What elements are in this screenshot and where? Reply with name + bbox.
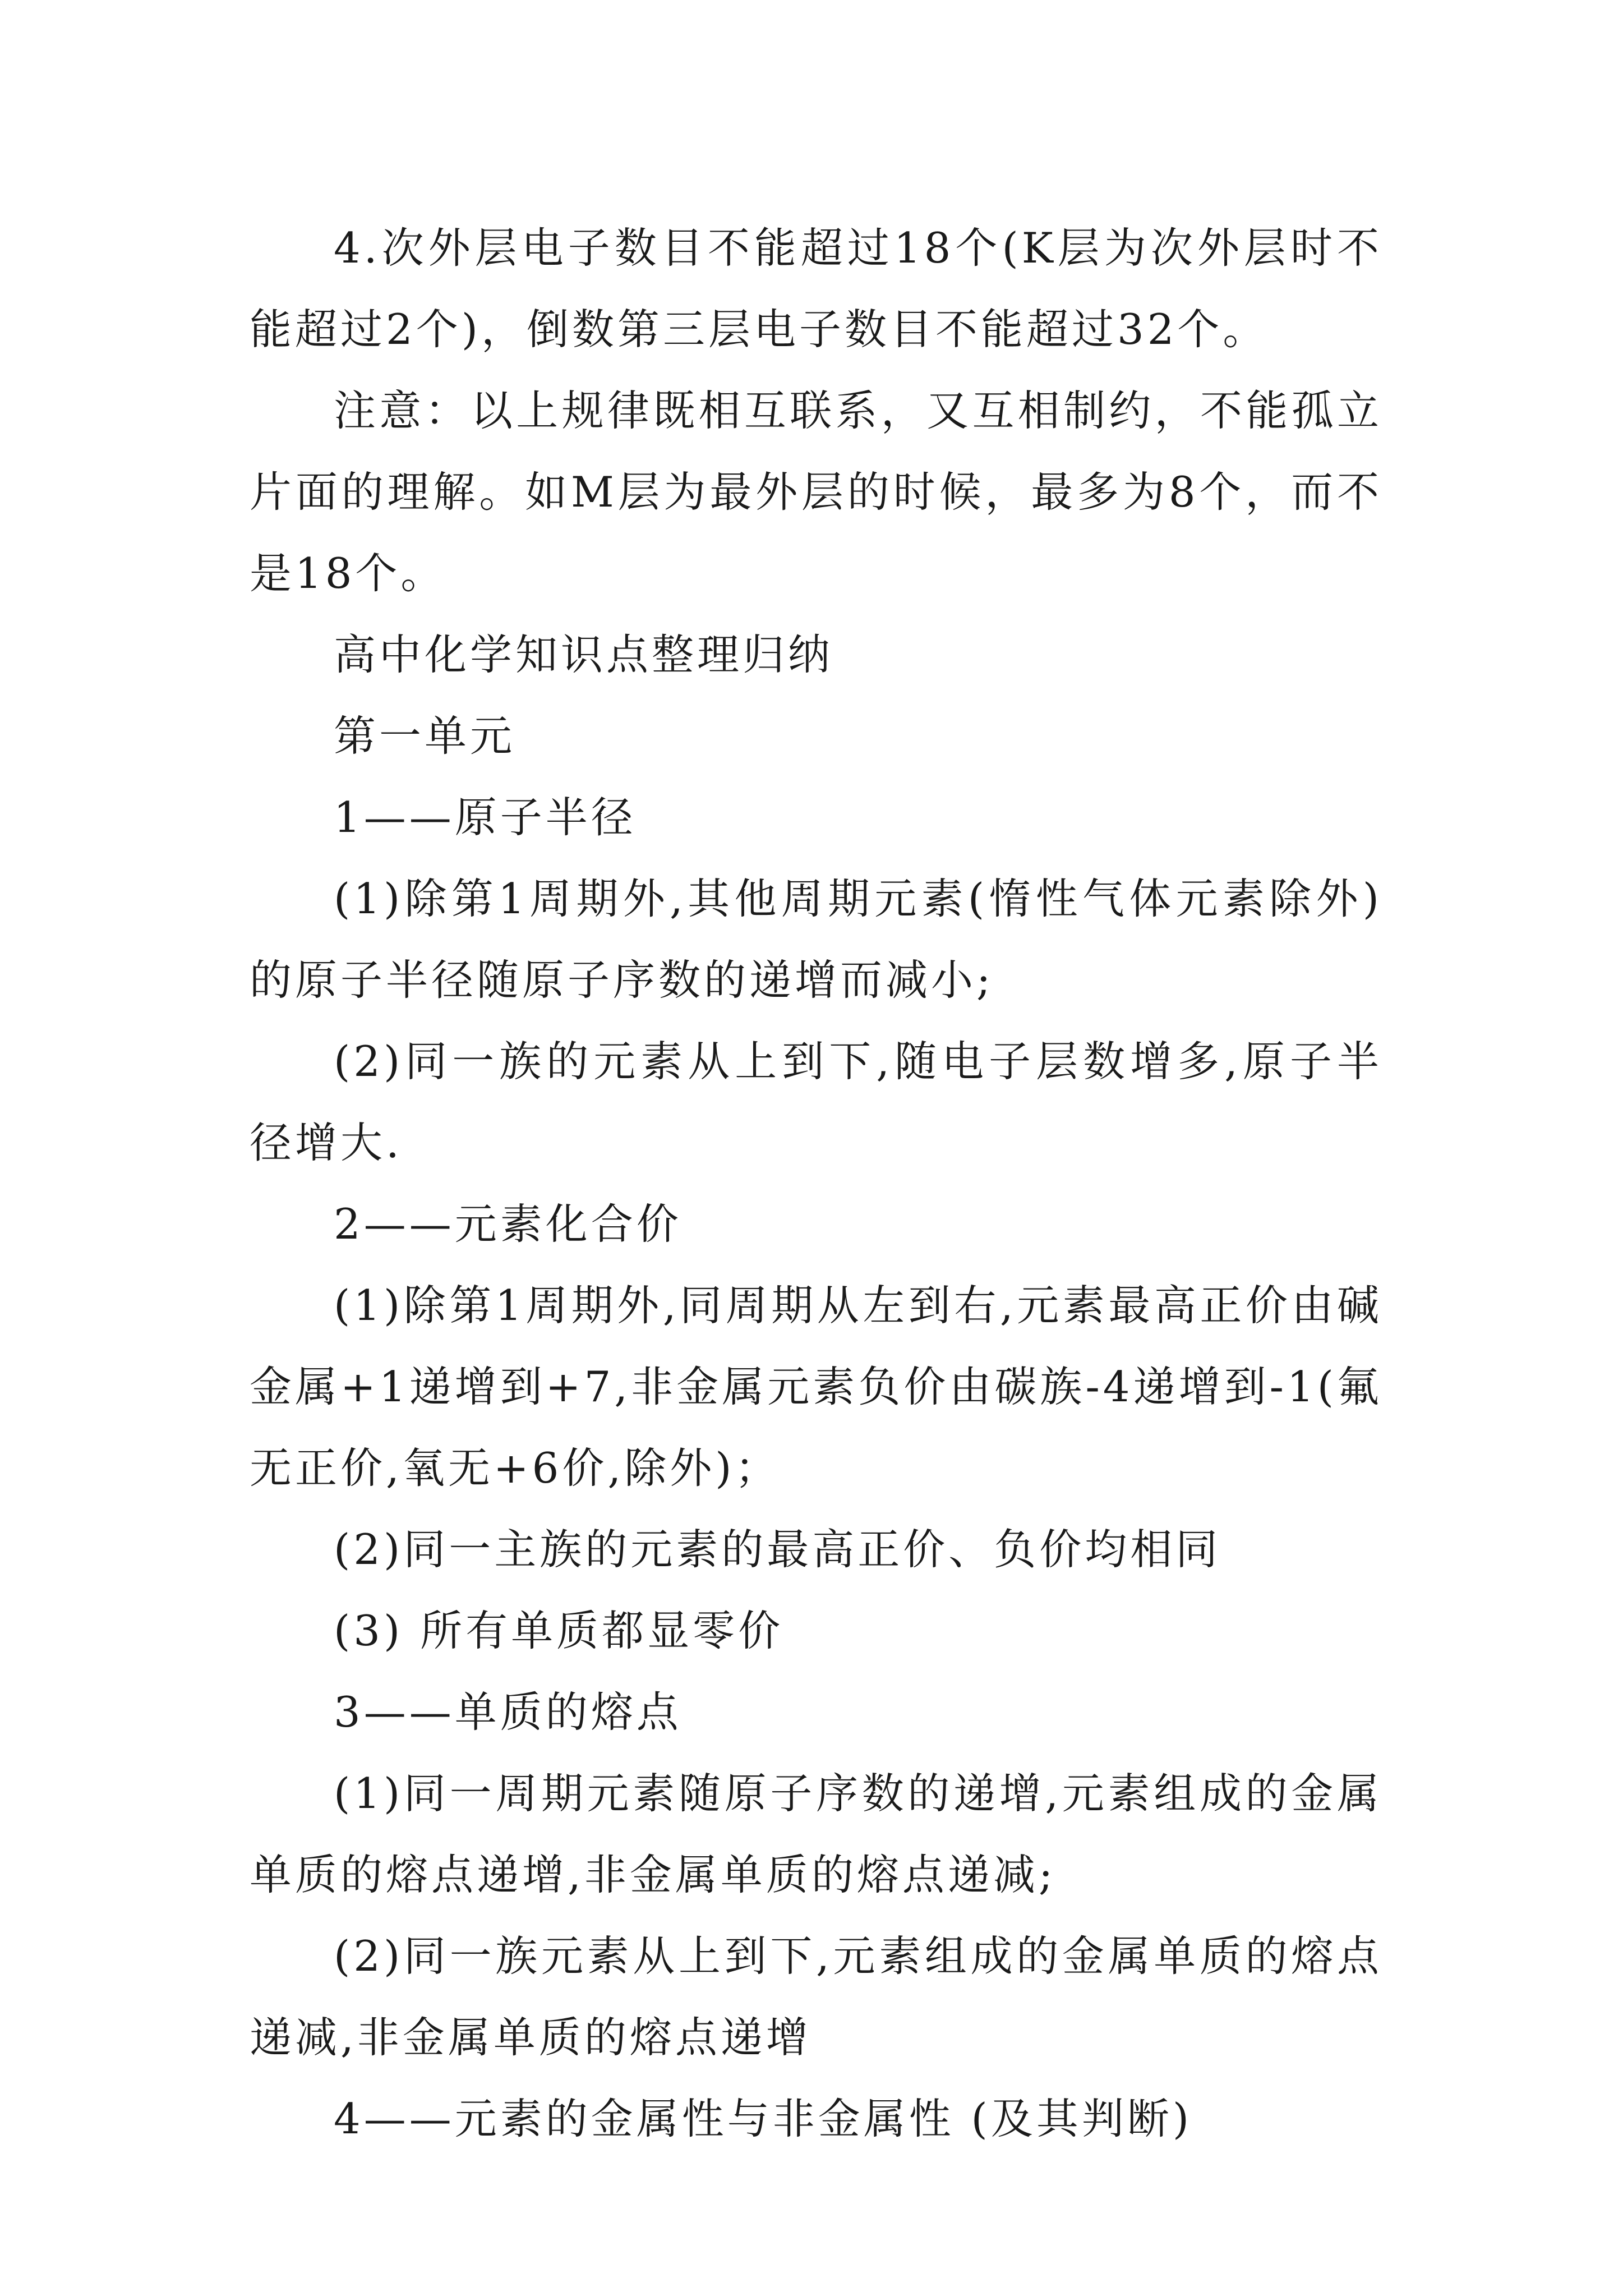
topic-heading-metallic-property: 4——元素的金属性与非金属性 (及其判断) <box>334 2094 1193 2143</box>
document-body <box>250 208 1382 2160</box>
topic-heading-melting-point: 3——单质的熔点 <box>334 1687 682 1737</box>
unit-heading: 第一单元 <box>334 711 516 761</box>
paragraph-melting-2: (2)同一族元素从上到下,元素组成的金属单质的熔点递减,非金属单质的熔点递增 <box>250 1931 1382 2062</box>
paragraph-electron-rule-4: 4.次外层电子数目不能超过18个(K层为次外层时不能超过2个)，倒数第三层电子数目不能超过32个。 <box>250 223 1382 354</box>
paragraph-note: 注意：以上规律既相互联系，又互相制约，不能孤立片面的理解。如M层为最外层的时候，最多为8个，而不是18个。 <box>250 386 1382 598</box>
paragraph-valence-1: (1)除第1周期外,同周期从左到右,元素最高正价由碱金属+1递增到+7,非金属元素负价由碳族-4递增到-1(氟无正价,氧无+6价,除外)； <box>250 1281 1382 1493</box>
paragraph-valence-3: (3) 所有单质都显零价 <box>334 1606 784 1655</box>
paragraph-radius-2: (2)同一族的元素从上到下,随电子层数增多,原子半径增大. <box>250 1037 1382 1167</box>
topic-heading-valence: 2——元素化合价 <box>334 1199 682 1249</box>
section-heading: 高中化学知识点整理归纳 <box>334 630 834 679</box>
paragraph-melting-1: (1)同一周期元素随原子序数的递增,元素组成的金属单质的熔点递增,非金属单质的熔点递减; <box>250 1769 1382 1899</box>
paragraph-valence-2: (2)同一主族的元素的最高正价、负价均相同 <box>334 1525 1221 1574</box>
paragraph-radius-1: (1)除第1周期外,其他周期元素(惰性气体元素除外)的原子半径随原子序数的递增而减小; <box>250 874 1382 1005</box>
topic-heading-atomic-radius: 1——原子半径 <box>334 793 637 842</box>
